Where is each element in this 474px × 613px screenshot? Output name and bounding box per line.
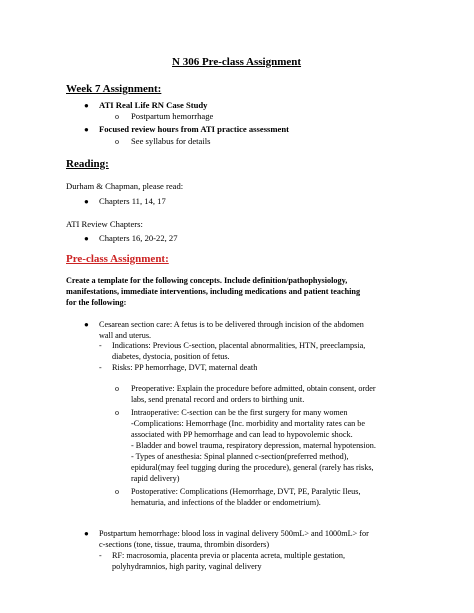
intraop-line-2: -Complications: Hemorrhage (Inc. morbidity and mortality rates can be bbox=[131, 419, 365, 428]
indications-line-2: diabetes, dystocia, position of fetus. bbox=[112, 352, 230, 361]
indications-line-1: Indications: Previous C-section, placental abnormalities, HTN, preeclampsia, bbox=[112, 341, 366, 350]
ati-chapters: Chapters 16, 20-22, 27 bbox=[99, 233, 178, 243]
postop-line-2: hematuria, and infections of the bladder or endometrium). bbox=[131, 498, 321, 507]
circle-bullet-icon: o bbox=[115, 384, 119, 393]
dash-icon: - bbox=[99, 363, 102, 372]
intraop-line-7: rapid delivery) bbox=[131, 474, 180, 483]
pph-line-1: Postpartum hemorrhage: blood loss in vaginal delivery 500mL> and 1000mL> for bbox=[99, 529, 369, 538]
dash-icon: - bbox=[99, 341, 102, 350]
preop-line-1: Preoperative: Explain the procedure before admitted, obtain consent, order bbox=[131, 384, 376, 393]
intraop-line-6: epidural(may feel tugging during the procedure), general (rarely has risks, bbox=[131, 463, 374, 472]
week-item-1-sub: Postpartum hemorrhage bbox=[131, 111, 214, 121]
circle-bullet-icon: o bbox=[115, 137, 119, 146]
week-item-2: Focused review hours from ATI practice assessment bbox=[99, 124, 289, 134]
rf-line-1: RF: macrosomia, placenta previa or placenta acreta, multiple gestation, bbox=[112, 551, 346, 560]
instructions-line-3: for the following: bbox=[66, 298, 127, 307]
intraop-line-4: - Bladder and bowel trauma, respiratory depression, maternal hypotension. bbox=[131, 441, 376, 450]
cesarean-line-1: Cesarean section care: A fetus is to be delivered through incision of the abdomen bbox=[99, 320, 364, 329]
risks-line: Risks: PP hemorrhage, DVT, maternal death bbox=[112, 363, 258, 372]
bullet-icon: ● bbox=[84, 234, 89, 243]
bullet-icon: ● bbox=[84, 125, 89, 134]
bullet-icon: ● bbox=[84, 197, 89, 206]
pph-line-2: c-sections (tone, tissue, trauma, thrombin disorders) bbox=[99, 540, 270, 549]
preclass-heading: Pre-class Assignment: bbox=[66, 253, 169, 265]
durham-chapters: Chapters 11, 14, 17 bbox=[99, 196, 166, 206]
preop-line-2: labs, send prenatal record and orders to birthing unit. bbox=[131, 395, 305, 404]
instructions-line-2: manifestations, immediate interventions, including medications and patient teaching bbox=[66, 287, 361, 296]
intraop-line-1: Intraoperative: C-section can be the first surgery for many women bbox=[131, 408, 348, 417]
rf-line-2: polyhydramnios, high parity, vaginal delivery bbox=[112, 562, 262, 571]
intraop-line-5: - Types of anesthesia: Spinal planned c-section(preferred method), bbox=[131, 452, 349, 461]
ati-intro: ATI Review Chapters: bbox=[66, 219, 143, 229]
week-item-1: ATI Real Life RN Case Study bbox=[99, 100, 208, 110]
bullet-icon: ● bbox=[84, 529, 89, 538]
circle-bullet-icon: o bbox=[115, 408, 119, 417]
page-title: N 306 Pre-class Assignment bbox=[172, 56, 302, 68]
postop-line-1: Postoperative: Complications (Hemorrhage, DVT, PE, Paralytic Ileus, bbox=[131, 487, 361, 496]
cesarean-line-2: wall and uterus. bbox=[99, 331, 152, 340]
bullet-icon: ● bbox=[84, 101, 89, 110]
instructions-line-1: Create a template for the following concepts. Include definition/pathophysiology, bbox=[66, 276, 348, 285]
week-heading: Week 7 Assignment: bbox=[66, 83, 162, 95]
circle-bullet-icon: o bbox=[115, 112, 119, 121]
bullet-icon: ● bbox=[84, 320, 89, 329]
week-item-2-sub: See syllabus for details bbox=[131, 136, 211, 146]
intraop-line-3: associated with PP hemorrhage and can lead to hypovolemic shock. bbox=[131, 430, 353, 439]
dash-icon: - bbox=[99, 551, 102, 560]
durham-intro: Durham & Chapman, please read: bbox=[66, 181, 184, 191]
circle-bullet-icon: o bbox=[115, 487, 119, 496]
reading-heading: Reading: bbox=[66, 158, 109, 170]
